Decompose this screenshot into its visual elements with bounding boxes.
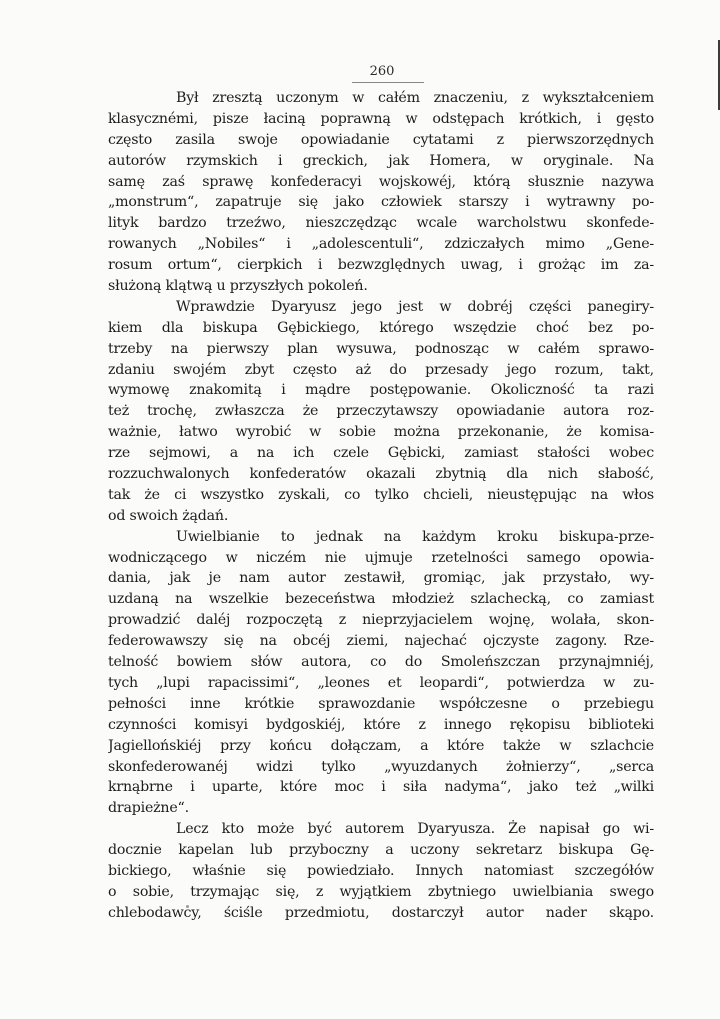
text-line: pełności inne krótkie sprawozdanie współczesne o przebiegu <box>108 695 654 712</box>
text-line: krnąbrne i uparte, które moc i siła nadyma“, jako też „wilki <box>108 779 654 796</box>
text-line: chlebodawcy, ściśle przedmiotu, dostarczył autor nader skąpo. <box>108 904 654 921</box>
text-line: prowadzić daléj rozpoczętą z nieprzyjacielem wojnę, wolała, skon- <box>108 612 654 629</box>
text-line: dania, jak je nam autor zestawił, gromiąc, jak przystało, wy- <box>108 570 654 587</box>
text-line: Uwielbianie to jednak na każdym kroku biskupa-prze- <box>176 528 654 545</box>
text-line: telność bowiem słów autora, co do Smoleńszczan przynajmniéj, <box>108 654 654 671</box>
text-line: rozzuchwalonych konfederatów okazali zbytnią dla nich słabość, <box>108 466 654 483</box>
page-number: 260 <box>369 64 395 79</box>
text-line: „monstrum“, zapatruje się jako człowiek starszy i wytrawny po- <box>108 194 654 211</box>
text-line: kiem dla biskupa Gębickiego, którego wszędzie choć bez po- <box>108 319 654 336</box>
text-line: klasycznémi, pisze łaciną poprawną w odstępach krótkich, i gęsto <box>108 110 654 127</box>
text-line: ważnie, łatwo wyrobić w sobie można przekonanie, że komisa- <box>108 424 654 441</box>
text-line: samę zaś sprawę konfederacyi wojskowéj, którą słusznie nazywa <box>108 173 654 190</box>
text-line: rosum ortum“, cierpkich i bezwzględnych uwag, i grożąc im za- <box>108 257 654 274</box>
text-line: drapieżne“. <box>108 800 189 817</box>
text-line: o sobie, trzymając się, z wyjątkiem zbytniego uwielbiania swego <box>108 883 654 900</box>
text-line: czynności komisyi bydgoskiéj, które z innego rękopisu biblioteki <box>108 716 654 733</box>
text-line: wodniczącego w niczém nie ujmuje rzetelności samego opowia- <box>108 549 654 566</box>
text-line: federowawszy się na obcéj ziemi, najechać ojczyste zagony. Rze- <box>108 633 654 650</box>
text-line: lityk bardzo trzeźwo, nieszczędząc wcale warcholstwu skonfede- <box>108 215 654 232</box>
text-line: rowanych „Nobiles“ i „adolescentuli“, zdziczałych mimo „Gene- <box>108 236 654 253</box>
text-line: zdaniu swojém zbyt często aż do przesady jego rozum, takt, <box>108 361 654 378</box>
text-line: Lecz kto może być autorem Dyaryusza. Że napisał go wi- <box>176 821 654 838</box>
text-line: od swoich żądań. <box>108 507 229 524</box>
text-line: Był zresztą uczonym w całém znaczeniu, z wykształceniem <box>176 90 654 106</box>
text-line: Jagiellońskiéj przy końcu dołączam, a które także w szlachcie <box>108 737 654 754</box>
text-line: trzeby na pierwszy plan wysuwa, podnosząc w całém sprawo- <box>108 340 654 357</box>
text-line: uzdaną na wszelkie bezeceństwa młodzież szlachecką, co zamiast <box>108 591 654 608</box>
page-number-rule <box>352 82 424 83</box>
text-line: skonfederowanéj widzi tylko „wyuzdanych żołnierzy“, „serca <box>108 758 654 775</box>
body-text <box>108 88 654 924</box>
text-line: służoną klątwą u przyszłych pokoleń. <box>108 278 368 295</box>
text-line: autorów rzymskich i greckich, jak Homera, w oryginale. Na <box>108 152 654 169</box>
text-line: też trochę, zwłaszcza że przeczytawszy opowiadanie autora roz- <box>108 403 654 420</box>
text-line: Wprawdzie Dyaryusz jego jest w dobréj części panegiry- <box>176 298 654 315</box>
text-line: często zasila swoje opowiadanie cytatami z pierwszorzędnych <box>108 131 654 148</box>
text-line: tych „lupi rapacissimi“, „leones et leopardi“, potwierdza w zu- <box>108 674 654 691</box>
text-line: tak że ci wszystko zyskali, co tylko chcieli, nieustępując na włos <box>108 486 654 503</box>
text-line: rze sejmowi, a na ich czele Gębicki, zamiast stałości wobec <box>108 445 654 462</box>
text-line: wymowę znakomitą i mądre postępowanie. Okoliczność ta razi <box>108 382 654 399</box>
text-line: docznie kapelan lub przyboczny a uczony sekretarz biskupa Gę- <box>108 842 654 859</box>
text-line: bickiego, właśnie się powiedziało. Innych natomiast szczegółów <box>108 862 654 879</box>
